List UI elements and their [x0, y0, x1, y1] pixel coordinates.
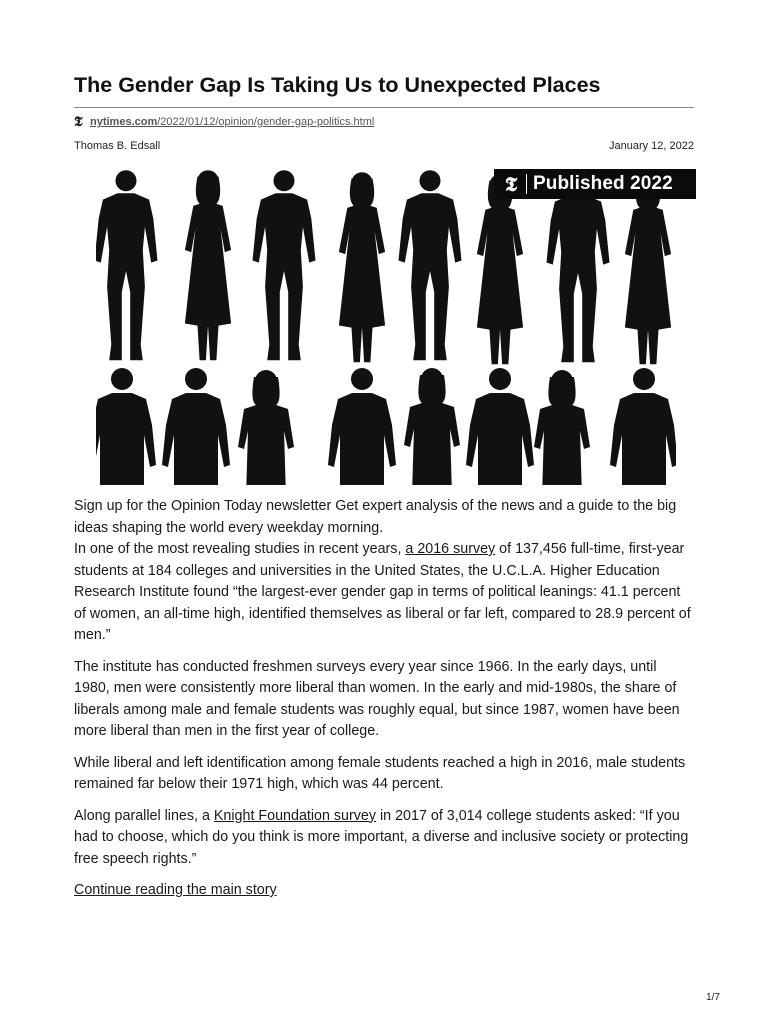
knight-foundation-link[interactable]: Knight Foundation survey — [213, 807, 377, 824]
source-url-link[interactable] — [90, 116, 374, 128]
paragraph-institute: The institute has conducted freshmen surveys every year since 1966. In the early days, until 1980, men were consistently more liberal than women. In the early and mid-1980s, the share of liberals among male and female students was roughly equal, but since 1987, women have been more liberal than men in the first year of college. — [74, 658, 680, 739]
publish-date: January 12, 2022 — [608, 140, 694, 152]
badge-separator — [526, 174, 527, 194]
paragraph-liberal-identification: While liberal and left identification among female students reached a high in 2016, male students remained far below their 1971 high, which was 44 percent. — [74, 754, 686, 792]
page-number: 1/7 — [706, 992, 720, 1003]
badge-label: Published 2022 — [533, 173, 673, 194]
title-divider — [74, 107, 694, 108]
continue-reading-link[interactable]: Continue reading the main story — [74, 882, 277, 898]
paragraph-text: Along parallel lines, a — [74, 807, 214, 824]
source-line — [74, 114, 374, 130]
paragraph-text: in 2017 of 3,014 college students asked: “If you had to choose, which do you think is more important, a diverse and inclusive society or protecting free speech rights.” — [74, 807, 689, 867]
nyt-t-icon: 𝕿 — [74, 114, 83, 130]
published-badge — [494, 169, 696, 199]
survey-2016-link[interactable]: a 2016 survey — [405, 541, 496, 557]
author-name: Thomas B. Edsall — [74, 140, 161, 152]
paragraph-knight — [74, 806, 694, 871]
paragraph-newsletter: Sign up for the Opinion Today newsletter Get expert analysis of the news and a guide to the big ideas shaping the world every weekday morning. — [74, 498, 677, 536]
source-domain: nytimes.com — [90, 116, 158, 128]
article-body — [74, 496, 694, 902]
paragraph-survey — [74, 539, 694, 647]
paragraph-text: In one of the most revealing studies in recent years, — [74, 541, 406, 557]
byline — [74, 140, 694, 152]
source-path: /2022/01/12/opinion/gender-gap-politics.html — [157, 116, 375, 128]
hero-image — [96, 165, 676, 485]
nyt-t-icon: 𝕿 — [504, 172, 518, 196]
silhouettes-illustration — [96, 165, 676, 485]
article-title: The Gender Gap Is Taking Us to Unexpected Places — [74, 73, 601, 97]
paragraph-text: of 137,456 full-time, first-year students at 184 colleges and universities in the United States, the U.C.L.A. Higher Education Research Institute found “the largest-ever gender gap in terms of political leanings: 41.1 percent of women, an all-time high, identified themselves as liberal or far left, compared to 28.9 percent of men.” — [74, 541, 691, 643]
